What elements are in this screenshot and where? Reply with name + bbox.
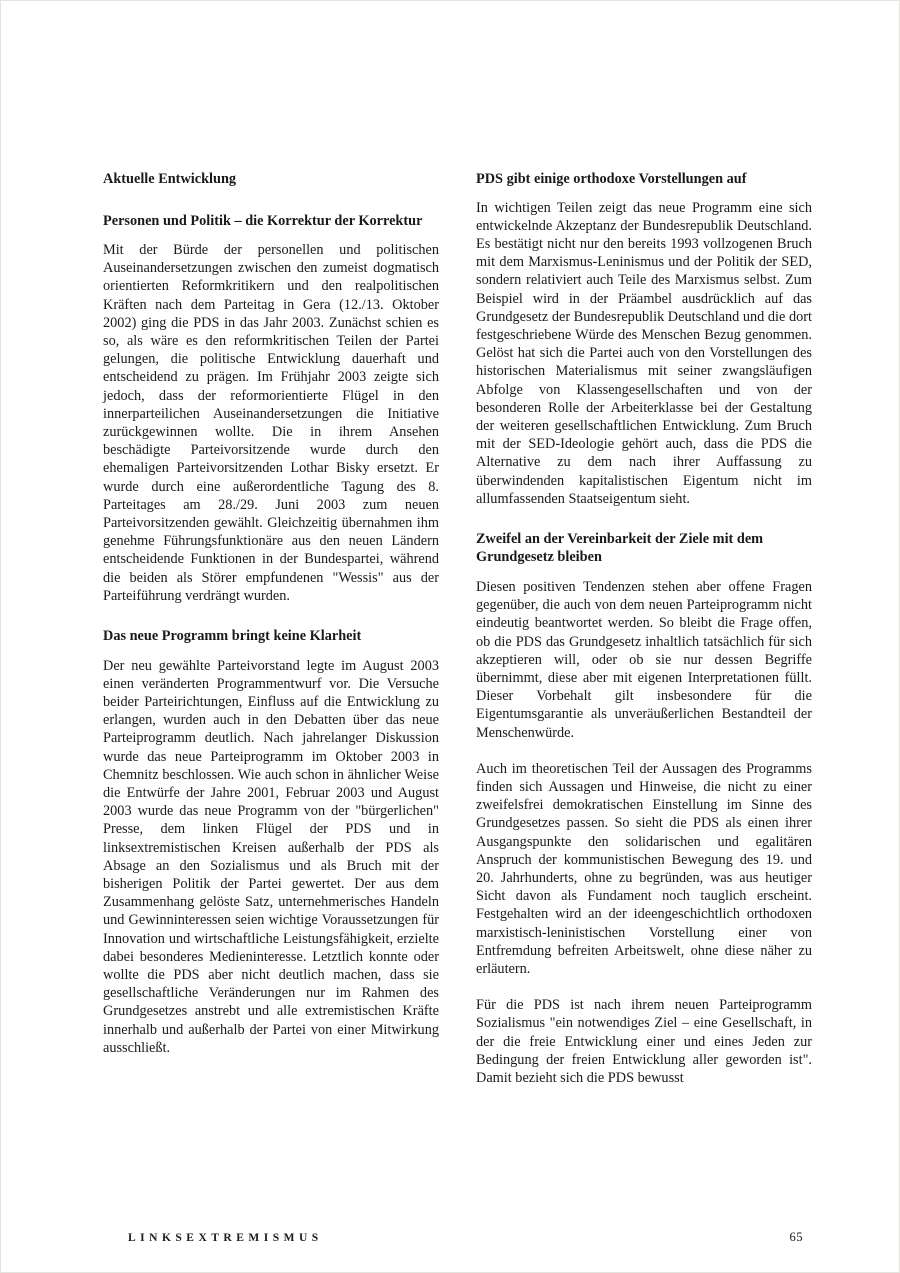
right-column bbox=[476, 170, 812, 1087]
subsection-heading-orthodoxe-vorstellungen: PDS gibt einige orthodoxe Vorstellungen auf bbox=[476, 171, 747, 187]
section-title: Aktuelle Entwicklung bbox=[103, 171, 237, 187]
paragraph: Der neu gewählte Parteivorstand legte im August 2003 einen veränderten Programmentwurf vor. Die Versuche beider Parteirichtungen, Einfluss auf die Entwicklung zu erlangen, wurden auch in den Debatten über das neue Parteiprogramm deutlich. Nach jahrelanger Diskussion wurde das neue Parteiprogramm im Oktober 2003 in Chemnitz beschlossen. Wie auch schon in ähnlicher Weise die Entwürfe der Jahre 2001, Februar 2003 und August 2003 wurde das neue Programm von der "bürgerlichen" Presse, dem linken Flügel der PDS und in linksextremistischen Kreisen außerhalb der PDS als Absage an den Sozialismus und als Bruch mit der bisherigen Politik der Partei gewertet. Der aus dem Zusammenhang gelöste Satz, unternehmerisches Handeln und Gewinninteressen seien wichtige Voraussetzungen für Innovation und wirtschaftliche Leistungsfähigkeit, erzielte dabei besonderes Medieninteresse. Letztlich konnte oder wollte die PDS aber nicht deutlich machen, dass sie gesellschaftliche Veränderungen nur im Rahmen des Grundgesetzes anstrebt und alle extremistischen Kräfte innerhalb und außerhalb der Partei von einer Mitwirkung ausschließt. bbox=[103, 657, 439, 1056]
subsection-heading-neues-programm: Das neue Programm bringt keine Klarheit bbox=[103, 628, 362, 645]
paragraph: Mit der Bürde der personellen und politischen Auseinandersetzungen zwischen den zumeist dogmatisch orientierten Reformkritikern und den realpolitischen Kräften nach dem Parteitag in Gera (12./13. Oktober 2002) ging die PDS in das Jahr 2003. Zunächst schien es so, als wäre es den reformkritischen Teilen der Partei gelungen, die politische Entwicklung dauerhaft und entscheidend zu prägen. Im Frühjahr 2003 zeigte sich jedoch, dass der reformorientierte Flügel in den innerparteilichen Auseinandersetzungen die Initiative zurückgewinnen wollte. Die in ihrem Ansehen beschädigte Parteivorsitzende wurde durch den ehemaligen Parteivorsitzenden Lothar Bisky ersetzt. Er wurde durch eine außerordentliche Tagung des 8. Parteitages am 28./29. Juni 2003 zum neuen Parteivorsitzenden gewählt. Gleichzeitig übernahmen ihm genehme Führungsfunktionäre aus den neuen Ländern entscheidende Funktionen in der Bundespartei, während die beiden als Störer empfundenen "Wessis" aus der Parteiführung verdrängt wurden. bbox=[103, 242, 439, 604]
left-column bbox=[103, 170, 439, 1087]
subsection-heading-personen-und-politik: Personen und Politik – die Korrektur der Korrektur bbox=[103, 212, 423, 229]
paragraph: Diesen positiven Tendenzen stehen aber offene Fragen gegenüber, die auch von dem neuen Parteiprogramm nicht eindeutig beantwortet werden. So bleibt die Frage offen, ob die PDS das Grundgesetz inhaltlich tatsächlich für sich akzeptieren will, oder ob sie nur dessen Begriffe übernimmt, diese aber mit eigenen Interpretationen füllt. Dieser Vorbehalt gilt insbesondere für die Eigentumsgarantie als unveräußerlichen Bestandteil der Menschenwürde. bbox=[476, 578, 812, 741]
paragraph: In wichtigen Teilen zeigt das neue Programm eine sich entwickelnde Akzeptanz der Bundesrepublik Deutschland. Es bestätigt nicht nur den bereits 1993 vollzogenen Bruch mit dem Marxismus-Leninismus und der Politik der SED, sondern relativiert auch Teile des Marxismus selbst. Zum Beispiel wird in der Präambel ausdrücklich auf das Grundgesetz der Bundesrepublik Deutschland und die dort festgeschriebene Würde des Menschen Bezug genommen. Gelöst hat sich die Partei auch von den Vorstellungen des historischen Materialismus mit seiner zwangsläufigen Abfolge von Klassengesellschaften und von der besonderen Rolle der Arbeiterklasse bei der Gestaltung der weiteren gesellschaftlichen Entwicklung. Zum Bruch mit der SED-Ideologie gehört auch, dass die PDS die Alternative zu dem nach ihrer Auffassung zu überwindenden kapitalistischen Eigentum nicht im allumfassenden Staatseigentum sieht. bbox=[476, 199, 812, 507]
subsection-heading-zweifel-vereinbarkeit: Zweifel an der Vereinbarkeit der Ziele mit dem Grundgesetz bleiben bbox=[476, 530, 764, 566]
page-content bbox=[103, 170, 812, 1087]
paragraph: Für die PDS ist nach ihrem neuen Parteiprogramm Sozialismus "ein notwendiges Ziel – eine Gesellschaft, in der die freie Entwicklung einer und eines Jeden zur Bedingung der freien Entwicklung aller geworden ist". Damit bezieht sich die PDS bewusst bbox=[476, 997, 812, 1087]
footer-page-number: 65 bbox=[789, 1230, 803, 1244]
paragraph: Auch im theoretischen Teil der Aussagen des Programms finden sich Aussagen und Hinweise, die nicht zu einer zweifelsfrei demokratischen Einstellung im Sinne des Grundgesetzes passen. So sieht die PDS als einen ihrer Ausgangspunkte den solidarischen und egalitären Anspruch der kommunistischen Bewegung des 19. und 20. Jahrhunderts, ohne zu begründen, was aus heutiger Sicht davon als Fundament noch tauglich erscheint. Festgehalten wird an der ideengeschichtlich orthodoxen marxistisch-leninistischen Vorstellung einer von Entfremdung befreiten Arbeitswelt, ohne diese näher zu erläutern. bbox=[476, 760, 812, 978]
footer-chapter-label: LINKSEXTREMISMUS bbox=[128, 1232, 323, 1244]
page-footer bbox=[103, 1230, 803, 1245]
